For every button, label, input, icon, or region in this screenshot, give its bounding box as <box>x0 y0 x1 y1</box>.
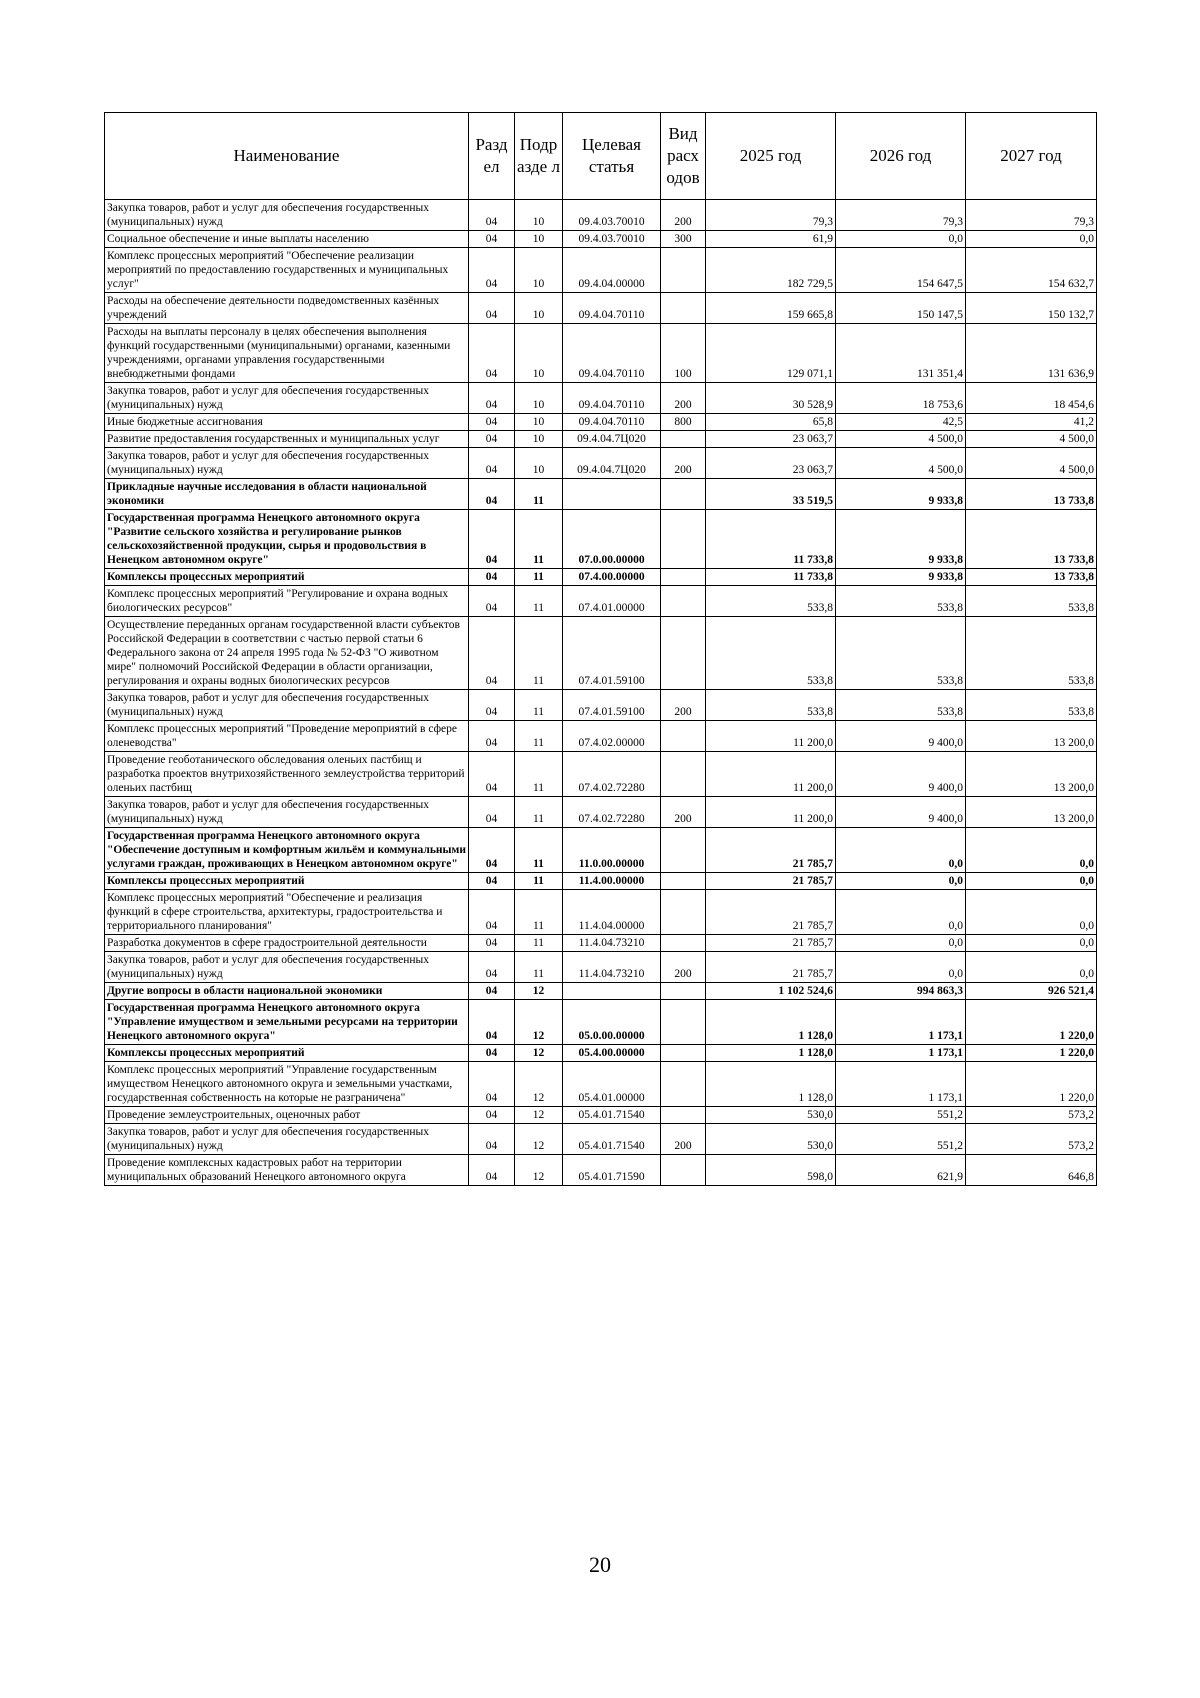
row-value-2026: 9 400,0 <box>836 797 966 828</box>
table-row <box>105 383 1097 414</box>
row-value-2027: 0,0 <box>966 231 1097 248</box>
row-vid-rashodov <box>661 873 706 890</box>
row-name: Комплексы процессных мероприятий <box>105 873 469 890</box>
header-2026: 2026 год <box>836 113 966 200</box>
row-razdel: 04 <box>469 324 515 383</box>
row-celevaya-statya: 07.0.00.00000 <box>563 510 661 569</box>
row-vid-rashodov <box>661 617 706 690</box>
row-name: Расходы на выплаты персоналу в целях обеспечения выполнения функций государственными (муниципальными) органами, казенными учреждениями, органами управления государственными внебюджетными фондами <box>105 324 469 383</box>
row-razdel: 04 <box>469 586 515 617</box>
row-vid-rashodov <box>661 431 706 448</box>
row-value-2027: 0,0 <box>966 890 1097 935</box>
row-podrazdel: 11 <box>515 479 563 510</box>
header-podrazdel: Подр азде л <box>515 113 563 200</box>
row-value-2027: 79,3 <box>966 200 1097 231</box>
row-name: Другие вопросы в области национальной экономики <box>105 983 469 1000</box>
table-row <box>105 231 1097 248</box>
row-value-2026: 9 933,8 <box>836 479 966 510</box>
row-razdel: 04 <box>469 293 515 324</box>
row-name: Комплекс процессных мероприятий "Управление государственным имуществом Ненецкого автономного округа и земельными участками, государственная собственность на которые не разграничена" <box>105 1062 469 1107</box>
row-podrazdel: 10 <box>515 448 563 479</box>
row-name: Социальное обеспечение и иные выплаты населению <box>105 231 469 248</box>
table-row <box>105 1107 1097 1124</box>
row-value-2027: 4 500,0 <box>966 431 1097 448</box>
row-razdel: 04 <box>469 983 515 1000</box>
row-podrazdel: 11 <box>515 586 563 617</box>
row-celevaya-statya: 07.4.01.00000 <box>563 586 661 617</box>
row-vid-rashodov <box>661 1155 706 1186</box>
row-celevaya-statya: 09.4.04.7Ц020 <box>563 431 661 448</box>
row-vid-rashodov: 200 <box>661 690 706 721</box>
row-vid-rashodov <box>661 890 706 935</box>
row-value-2027: 533,8 <box>966 690 1097 721</box>
row-value-2025: 533,8 <box>706 586 836 617</box>
row-celevaya-statya: 11.4.04.73210 <box>563 952 661 983</box>
row-vid-rashodov <box>661 828 706 873</box>
row-vid-rashodov: 200 <box>661 200 706 231</box>
table-row <box>105 1155 1097 1186</box>
table-row <box>105 248 1097 293</box>
header-2027: 2027 год <box>966 113 1097 200</box>
row-celevaya-statya: 09.4.03.70010 <box>563 231 661 248</box>
row-podrazdel: 12 <box>515 1124 563 1155</box>
row-razdel: 04 <box>469 431 515 448</box>
row-podrazdel: 12 <box>515 1155 563 1186</box>
row-razdel: 04 <box>469 873 515 890</box>
row-razdel: 04 <box>469 231 515 248</box>
table-row <box>105 983 1097 1000</box>
row-vid-rashodov <box>661 752 706 797</box>
row-value-2025: 11 200,0 <box>706 752 836 797</box>
row-celevaya-statya: 11.4.04.73210 <box>563 935 661 952</box>
row-value-2025: 21 785,7 <box>706 873 836 890</box>
row-vid-rashodov <box>661 569 706 586</box>
row-value-2027: 533,8 <box>966 586 1097 617</box>
row-value-2026: 0,0 <box>836 890 966 935</box>
row-value-2027: 533,8 <box>966 617 1097 690</box>
row-name: Комплекс процессных мероприятий "Обеспечение и реализация функций в сфере строительства, архитектуры, градостроительства и территориального планирования" <box>105 890 469 935</box>
row-celevaya-statya: 07.4.02.00000 <box>563 721 661 752</box>
row-celevaya-statya: 11.4.04.00000 <box>563 890 661 935</box>
row-value-2025: 21 785,7 <box>706 828 836 873</box>
row-value-2026: 9 400,0 <box>836 721 966 752</box>
row-name: Проведение землеустроительных, оценочных работ <box>105 1107 469 1124</box>
table-row <box>105 952 1097 983</box>
row-value-2025: 11 200,0 <box>706 721 836 752</box>
row-podrazdel: 10 <box>515 431 563 448</box>
table-row <box>105 431 1097 448</box>
row-value-2026: 1 173,1 <box>836 1045 966 1062</box>
row-value-2025: 11 733,8 <box>706 510 836 569</box>
row-value-2026: 79,3 <box>836 200 966 231</box>
row-podrazdel: 11 <box>515 873 563 890</box>
row-celevaya-statya <box>563 983 661 1000</box>
row-vid-rashodov: 200 <box>661 952 706 983</box>
table-row <box>105 479 1097 510</box>
table-row <box>105 586 1097 617</box>
row-value-2025: 61,9 <box>706 231 836 248</box>
row-value-2025: 1 128,0 <box>706 1062 836 1107</box>
row-podrazdel: 11 <box>515 690 563 721</box>
row-value-2025: 598,0 <box>706 1155 836 1186</box>
row-value-2025: 530,0 <box>706 1124 836 1155</box>
row-razdel: 04 <box>469 1124 515 1155</box>
row-value-2026: 9 400,0 <box>836 752 966 797</box>
row-celevaya-statya: 07.4.02.72280 <box>563 752 661 797</box>
row-value-2026: 1 173,1 <box>836 1000 966 1045</box>
row-value-2027: 13 733,8 <box>966 569 1097 586</box>
table-row <box>105 448 1097 479</box>
row-value-2027: 1 220,0 <box>966 1000 1097 1045</box>
row-vid-rashodov <box>661 248 706 293</box>
row-podrazdel: 11 <box>515 510 563 569</box>
row-value-2025: 129 071,1 <box>706 324 836 383</box>
row-value-2027: 1 220,0 <box>966 1062 1097 1107</box>
row-vid-rashodov <box>661 1000 706 1045</box>
row-value-2026: 551,2 <box>836 1124 966 1155</box>
row-value-2025: 11 200,0 <box>706 797 836 828</box>
header-name: Наименование <box>105 113 469 200</box>
row-vid-rashodov <box>661 1062 706 1107</box>
row-value-2025: 23 063,7 <box>706 431 836 448</box>
row-value-2026: 154 647,5 <box>836 248 966 293</box>
row-podrazdel: 12 <box>515 1000 563 1045</box>
row-value-2027: 154 632,7 <box>966 248 1097 293</box>
table-row <box>105 414 1097 431</box>
row-value-2025: 21 785,7 <box>706 890 836 935</box>
table-row <box>105 721 1097 752</box>
row-value-2026: 621,9 <box>836 1155 966 1186</box>
header-vid-rashodov: Вид расх одов <box>661 113 706 200</box>
row-value-2026: 1 173,1 <box>836 1062 966 1107</box>
row-razdel: 04 <box>469 1000 515 1045</box>
row-podrazdel: 11 <box>515 752 563 797</box>
row-celevaya-statya: 05.4.01.00000 <box>563 1062 661 1107</box>
row-value-2025: 533,8 <box>706 617 836 690</box>
row-razdel: 04 <box>469 828 515 873</box>
table-row <box>105 200 1097 231</box>
row-celevaya-statya: 09.4.04.70110 <box>563 324 661 383</box>
row-value-2026: 0,0 <box>836 873 966 890</box>
row-value-2025: 182 729,5 <box>706 248 836 293</box>
row-celevaya-statya: 09.4.04.70110 <box>563 293 661 324</box>
row-name: Закупка товаров, работ и услуг для обеспечения государственных (муниципальных) нужд <box>105 952 469 983</box>
row-name: Иные бюджетные ассигнования <box>105 414 469 431</box>
row-celevaya-statya: 09.4.03.70010 <box>563 200 661 231</box>
row-name: Закупка товаров, работ и услуг для обеспечения государственных (муниципальных) нужд <box>105 1124 469 1155</box>
row-value-2026: 533,8 <box>836 617 966 690</box>
row-value-2025: 21 785,7 <box>706 935 836 952</box>
row-podrazdel: 10 <box>515 414 563 431</box>
row-name: Комплекс процессных мероприятий "Проведение мероприятий в сфере оленеводства" <box>105 721 469 752</box>
row-value-2026: 0,0 <box>836 952 966 983</box>
row-vid-rashodov <box>661 586 706 617</box>
row-value-2026: 42,5 <box>836 414 966 431</box>
row-celevaya-statya: 07.4.01.59100 <box>563 690 661 721</box>
table-row <box>105 1124 1097 1155</box>
row-podrazdel: 11 <box>515 890 563 935</box>
row-razdel: 04 <box>469 797 515 828</box>
page-number: 20 <box>589 1552 611 1577</box>
row-podrazdel: 11 <box>515 617 563 690</box>
row-vid-rashodov <box>661 1045 706 1062</box>
budget-table <box>104 112 1097 1186</box>
row-value-2026: 4 500,0 <box>836 431 966 448</box>
row-podrazdel: 12 <box>515 1107 563 1124</box>
row-podrazdel: 10 <box>515 231 563 248</box>
header-razdel: Разд ел <box>469 113 515 200</box>
row-name: Государственная программа Ненецкого автономного округа "Управление имуществом и земельными ресурсами на территории Ненецкого автономного округа" <box>105 1000 469 1045</box>
row-value-2027: 13 200,0 <box>966 797 1097 828</box>
table-row <box>105 617 1097 690</box>
row-podrazdel: 10 <box>515 383 563 414</box>
row-podrazdel: 11 <box>515 569 563 586</box>
row-value-2026: 4 500,0 <box>836 448 966 479</box>
row-celevaya-statya <box>563 479 661 510</box>
row-vid-rashodov: 200 <box>661 1124 706 1155</box>
row-celevaya-statya: 09.4.04.00000 <box>563 248 661 293</box>
table-row <box>105 873 1097 890</box>
table-row <box>105 752 1097 797</box>
row-value-2026: 0,0 <box>836 231 966 248</box>
row-value-2027: 1 220,0 <box>966 1045 1097 1062</box>
row-value-2025: 79,3 <box>706 200 836 231</box>
row-podrazdel: 11 <box>515 952 563 983</box>
row-celevaya-statya: 05.0.00.00000 <box>563 1000 661 1045</box>
row-value-2025: 1 128,0 <box>706 1045 836 1062</box>
row-razdel: 04 <box>469 383 515 414</box>
row-value-2027: 0,0 <box>966 873 1097 890</box>
row-value-2026: 551,2 <box>836 1107 966 1124</box>
row-value-2027: 13 733,8 <box>966 479 1097 510</box>
row-podrazdel: 12 <box>515 1045 563 1062</box>
row-value-2027: 0,0 <box>966 952 1097 983</box>
row-value-2026: 533,8 <box>836 586 966 617</box>
row-value-2027: 18 454,6 <box>966 383 1097 414</box>
row-value-2025: 23 063,7 <box>706 448 836 479</box>
row-celevaya-statya: 09.4.04.70110 <box>563 414 661 431</box>
row-value-2027: 41,2 <box>966 414 1097 431</box>
row-name: Комплекс процессных мероприятий "Регулирование и охрана водных биологических ресурсов" <box>105 586 469 617</box>
row-celevaya-statya: 05.4.01.71590 <box>563 1155 661 1186</box>
row-value-2026: 131 351,4 <box>836 324 966 383</box>
row-celevaya-statya: 11.4.00.00000 <box>563 873 661 890</box>
table-row <box>105 1000 1097 1045</box>
row-value-2027: 926 521,4 <box>966 983 1097 1000</box>
header-2025: 2025 год <box>706 113 836 200</box>
row-celevaya-statya: 05.4.00.00000 <box>563 1045 661 1062</box>
row-value-2025: 159 665,8 <box>706 293 836 324</box>
row-celevaya-statya: 05.4.01.71540 <box>563 1107 661 1124</box>
row-vid-rashodov: 200 <box>661 383 706 414</box>
row-name: Проведение геоботанического обследования оленьих пастбищ и разработка проектов внутрихозяйственного землеустройства территорий оленьих пастбищ <box>105 752 469 797</box>
row-vid-rashodov: 100 <box>661 324 706 383</box>
row-razdel: 04 <box>469 1045 515 1062</box>
row-name: Закупка товаров, работ и услуг для обеспечения государственных (муниципальных) нужд <box>105 383 469 414</box>
row-value-2025: 30 528,9 <box>706 383 836 414</box>
row-value-2025: 533,8 <box>706 690 836 721</box>
row-celevaya-statya: 07.4.02.72280 <box>563 797 661 828</box>
row-podrazdel: 10 <box>515 324 563 383</box>
table-row <box>105 1062 1097 1107</box>
table-row <box>105 828 1097 873</box>
row-vid-rashodov: 200 <box>661 448 706 479</box>
row-name: Закупка товаров, работ и услуг для обеспечения государственных (муниципальных) нужд <box>105 200 469 231</box>
table-row <box>105 935 1097 952</box>
row-podrazdel: 11 <box>515 721 563 752</box>
table-row <box>105 569 1097 586</box>
row-razdel: 04 <box>469 690 515 721</box>
row-podrazdel: 11 <box>515 935 563 952</box>
row-podrazdel: 10 <box>515 200 563 231</box>
row-name: Комплекс процессных мероприятий "Обеспечение реализации мероприятий по предоставлению государственных и муниципальных услуг" <box>105 248 469 293</box>
row-podrazdel: 10 <box>515 248 563 293</box>
row-vid-rashodov: 300 <box>661 231 706 248</box>
table-row <box>105 510 1097 569</box>
row-razdel: 04 <box>469 1107 515 1124</box>
row-value-2027: 131 636,9 <box>966 324 1097 383</box>
row-value-2026: 994 863,3 <box>836 983 966 1000</box>
row-razdel: 04 <box>469 935 515 952</box>
row-razdel: 04 <box>469 510 515 569</box>
row-value-2027: 150 132,7 <box>966 293 1097 324</box>
row-podrazdel: 11 <box>515 797 563 828</box>
row-value-2026: 18 753,6 <box>836 383 966 414</box>
row-value-2027: 573,2 <box>966 1107 1097 1124</box>
table-row <box>105 797 1097 828</box>
row-vid-rashodov <box>661 935 706 952</box>
row-vid-rashodov: 800 <box>661 414 706 431</box>
row-value-2025: 21 785,7 <box>706 952 836 983</box>
table-row <box>105 1045 1097 1062</box>
row-podrazdel: 12 <box>515 983 563 1000</box>
table-row <box>105 324 1097 383</box>
row-razdel: 04 <box>469 448 515 479</box>
row-celevaya-statya: 07.4.01.59100 <box>563 617 661 690</box>
row-razdel: 04 <box>469 479 515 510</box>
row-name: Расходы на обеспечение деятельности подведомственных казённых учреждений <box>105 293 469 324</box>
row-celevaya-statya: 11.0.00.00000 <box>563 828 661 873</box>
header-celevaya-statya: Целевая статья <box>563 113 661 200</box>
row-value-2027: 646,8 <box>966 1155 1097 1186</box>
row-celevaya-statya: 07.4.00.00000 <box>563 569 661 586</box>
row-value-2027: 0,0 <box>966 828 1097 873</box>
row-value-2025: 33 519,5 <box>706 479 836 510</box>
row-vid-rashodov <box>661 510 706 569</box>
row-value-2026: 9 933,8 <box>836 569 966 586</box>
row-vid-rashodov <box>661 721 706 752</box>
row-name: Комплексы процессных мероприятий <box>105 1045 469 1062</box>
row-value-2025: 11 733,8 <box>706 569 836 586</box>
row-value-2025: 65,8 <box>706 414 836 431</box>
row-value-2026: 0,0 <box>836 935 966 952</box>
row-name: Прикладные научные исследования в области национальной экономики <box>105 479 469 510</box>
row-razdel: 04 <box>469 721 515 752</box>
row-name: Государственная программа Ненецкого автономного округа "Обеспечение доступным и комфортным жильём и коммунальными услугами граждан, проживающих в Ненецком автономном округе" <box>105 828 469 873</box>
table-body <box>105 200 1097 1186</box>
row-podrazdel: 12 <box>515 1062 563 1107</box>
row-value-2027: 573,2 <box>966 1124 1097 1155</box>
row-value-2025: 1 102 524,6 <box>706 983 836 1000</box>
row-razdel: 04 <box>469 752 515 797</box>
row-podrazdel: 10 <box>515 293 563 324</box>
row-value-2027: 13 200,0 <box>966 752 1097 797</box>
row-value-2026: 533,8 <box>836 690 966 721</box>
row-vid-rashodov <box>661 293 706 324</box>
table-header-row <box>105 113 1097 200</box>
row-value-2026: 9 933,8 <box>836 510 966 569</box>
row-celevaya-statya: 09.4.04.70110 <box>563 383 661 414</box>
row-vid-rashodov: 200 <box>661 797 706 828</box>
row-razdel: 04 <box>469 1155 515 1186</box>
table-row <box>105 690 1097 721</box>
row-razdel: 04 <box>469 200 515 231</box>
row-name: Закупка товаров, работ и услуг для обеспечения государственных (муниципальных) нужд <box>105 797 469 828</box>
row-name: Закупка товаров, работ и услуг для обеспечения государственных (муниципальных) нужд <box>105 448 469 479</box>
row-celevaya-statya: 05.4.01.71540 <box>563 1124 661 1155</box>
row-value-2027: 13 200,0 <box>966 721 1097 752</box>
row-celevaya-statya: 09.4.04.7Ц020 <box>563 448 661 479</box>
row-vid-rashodov <box>661 983 706 1000</box>
row-value-2026: 0,0 <box>836 828 966 873</box>
budget-sheet <box>104 112 1096 1186</box>
row-podrazdel: 11 <box>515 828 563 873</box>
row-value-2026: 150 147,5 <box>836 293 966 324</box>
row-value-2025: 1 128,0 <box>706 1000 836 1045</box>
row-value-2025: 530,0 <box>706 1107 836 1124</box>
row-razdel: 04 <box>469 952 515 983</box>
row-razdel: 04 <box>469 414 515 431</box>
row-razdel: 04 <box>469 1062 515 1107</box>
row-razdel: 04 <box>469 617 515 690</box>
row-razdel: 04 <box>469 248 515 293</box>
row-name: Осуществление переданных органам государственной власти субъектов Российской Федерации в соответствии с частью первой статьи 6 Федерального закона от 24 апреля 1995 года № 52-ФЗ "О животном мире" полномочий Российской Федерации в области организации, регулирования и охраны водных биологических ресурсов <box>105 617 469 690</box>
row-razdel: 04 <box>469 890 515 935</box>
row-name: Закупка товаров, работ и услуг для обеспечения государственных (муниципальных) нужд <box>105 690 469 721</box>
row-vid-rashodov <box>661 479 706 510</box>
row-name: Разработка документов в сфере градостроительной деятельности <box>105 935 469 952</box>
row-name: Комплексы процессных мероприятий <box>105 569 469 586</box>
row-value-2027: 4 500,0 <box>966 448 1097 479</box>
row-value-2027: 0,0 <box>966 935 1097 952</box>
table-row <box>105 293 1097 324</box>
row-name: Проведение комплексных кадастровых работ на территории муниципальных образований Ненецкого автономного округа <box>105 1155 469 1186</box>
table-row <box>105 890 1097 935</box>
row-value-2027: 13 733,8 <box>966 510 1097 569</box>
row-name: Развитие предоставления государственных и муниципальных услуг <box>105 431 469 448</box>
row-name: Государственная программа Ненецкого автономного округа "Развитие сельского хозяйства и регулирование рынков сельскохозяйственной продукции, сырья и продовольствия в Ненецком автономном округе" <box>105 510 469 569</box>
row-razdel: 04 <box>469 569 515 586</box>
row-vid-rashodov <box>661 1107 706 1124</box>
